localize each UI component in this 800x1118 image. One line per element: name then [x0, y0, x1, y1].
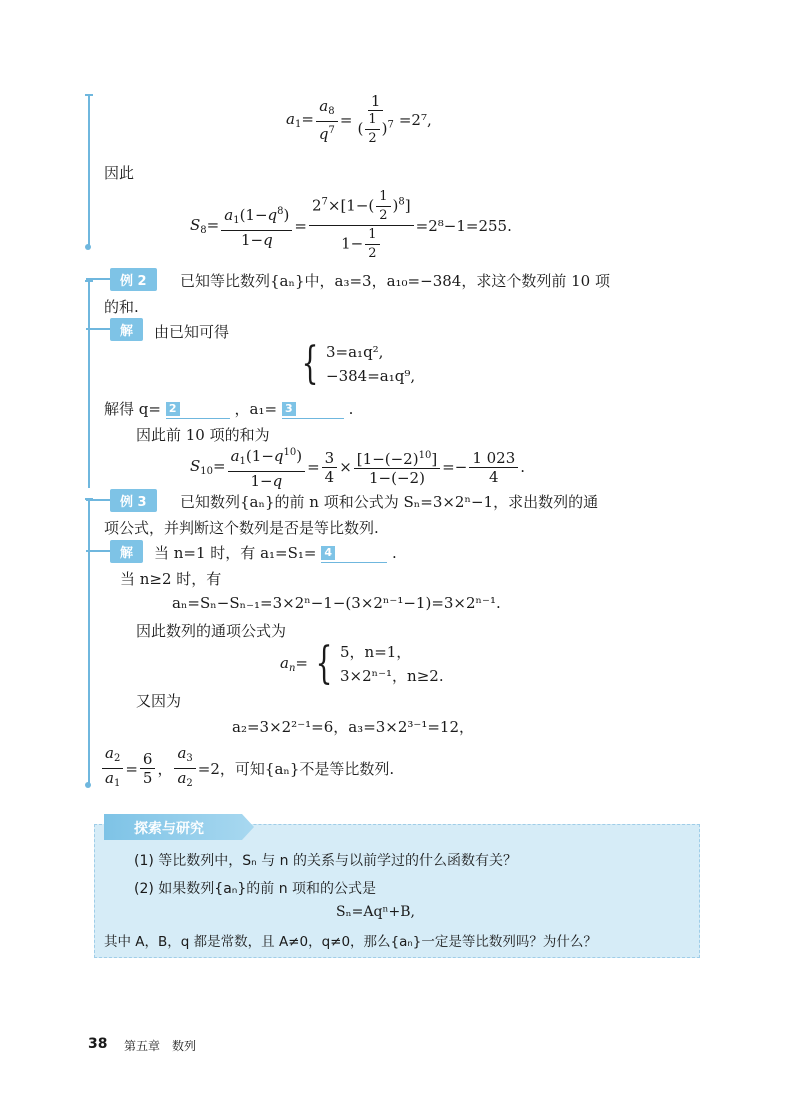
when1-text: 当 n=1 时，有 a₁=S₁=: [154, 544, 317, 562]
blank-3[interactable]: [282, 402, 344, 419]
solution-3-tag: [86, 540, 143, 562]
sum-text: 因此前 10 项的和为: [136, 426, 270, 444]
example-2-tag: [86, 268, 157, 290]
chapter-title: 第五章 数列: [124, 1039, 197, 1053]
system-ex2-eq1: 3=a₁q²,: [326, 343, 384, 361]
explore-tab: [104, 814, 254, 840]
s10-equation: $S_{10}=$ $\frac{a_1(1-q^{10})}{1-q}$ = $\frac{3}{4}$ × $\frac{[1-(-2)^{10}]}{1-(-2)}$ =− $\frac{1 023}{4}$ .: [190, 444, 525, 490]
known-text: 由已知可得: [154, 323, 230, 341]
example-3-label: 例 3: [110, 489, 157, 512]
solution-2-tag: [86, 318, 143, 340]
blank-4[interactable]: [321, 546, 387, 563]
solution-2-label: 解: [110, 318, 143, 341]
s8-result: =2⁸−1=255.: [415, 216, 512, 235]
example-2-problem-line2: 的和.: [104, 298, 139, 316]
general-text: 因此数列的通项公式为: [136, 622, 287, 640]
blank-3-number: 3: [282, 402, 296, 416]
explore-formula: Sₙ=Aqⁿ+B,: [336, 904, 415, 920]
solve-prefix: 解得 q=: [104, 400, 161, 418]
margin-line-ex2: [88, 282, 90, 488]
explore-title: 探索与研究: [134, 821, 204, 837]
a1-equation: $a_1=$ $\frac{a_8}{q^7}$ = 1 ( $\frac{1}{2}$ )$^7$ =2⁷,: [286, 92, 432, 146]
general-formula: $a_n=$ { 5，n=1， 3×2ⁿ⁻¹，n≥2.: [280, 638, 444, 689]
therefore-text: 因此: [104, 164, 135, 182]
page-number: 38: [88, 1036, 108, 1052]
when2-text: 当 n≥2 时，有: [120, 570, 222, 588]
s10-result: .: [520, 458, 526, 476]
explore-q2-tail: 其中 A，B，q 都是常数，且 A≠0，q≠0，那么{aₙ}一定是等比数列吗？为什么？: [104, 934, 597, 950]
solve-mid: ，a₁=: [234, 400, 278, 418]
example-3-problem-line2: 项公式，并判断这个数列是否是等比数列.: [104, 519, 379, 537]
solve-line: 解得 q= 2 ，a₁= 3 .: [104, 400, 354, 418]
margin-line-prev: [88, 96, 90, 246]
blank-2[interactable]: [166, 402, 230, 419]
example-3-tag: [86, 489, 157, 511]
example-2-label: 例 2: [110, 268, 157, 291]
when1-line: 当 n=1 时，有 a₁=S₁= 4 .: [154, 544, 397, 562]
explore-q1: (1) 等比数列中，Sₙ 与 n 的关系与以前学过的什么函数有关？: [134, 853, 517, 869]
an-equation: aₙ=Sₙ−Sₙ₋₁=3×2ⁿ−1−(3×2ⁿ⁻¹−1)=3×2ⁿ⁻¹.: [172, 594, 501, 612]
ratio-line: $\frac{a_2}{a_1}$ = $\frac{6}{5}$ ， $\frac{a_3}{a_2}$ =2，可知{aₙ}不是等比数列.: [100, 744, 394, 793]
example-3-problem-line1: 已知数列{aₙ}的前 n 项和公式为 Sₙ=3×2ⁿ−1，求出数列的通: [180, 493, 599, 511]
s8-equation: $S_8=$ $\frac{a_1(1-q^8)}{1-q}$ = $2^7\times[1-$( $\frac{1}{2}$ )$^8$] 1− $\frac{1}{2}$ =2⁸−1=255.: [190, 189, 512, 261]
general-case1: 5，n=1，: [339, 643, 412, 661]
also-text: 又因为: [136, 692, 182, 710]
example-2-problem-line1: 已知等比数列{aₙ}中，a₃=3，a₁₀=−384，求这个数列前 10 项: [180, 272, 610, 290]
solution-3-label: 解: [110, 540, 143, 563]
general-case2: 3×2ⁿ⁻¹，n≥2.: [339, 667, 444, 685]
blank-2-number: 2: [166, 402, 180, 416]
ratio-tail: =2，可知{aₙ}不是等比数列.: [197, 760, 395, 778]
a1-result: =2⁷,: [398, 111, 432, 129]
explore-q2: (2) 如果数列{aₙ}的前 n 项和的公式是: [134, 881, 377, 897]
system-ex2-eq2: −384=a₁q⁹,: [326, 367, 416, 385]
blank-4-number: 4: [321, 546, 335, 560]
a2a3-equation: a₂=3×2²⁻¹=6，a₃=3×2³⁻¹=12，: [232, 718, 475, 736]
margin-dot: [85, 782, 91, 788]
margin-dot: [85, 244, 91, 250]
system-ex2: { 3=a₁q², −384=a₁q⁹,: [301, 338, 416, 389]
